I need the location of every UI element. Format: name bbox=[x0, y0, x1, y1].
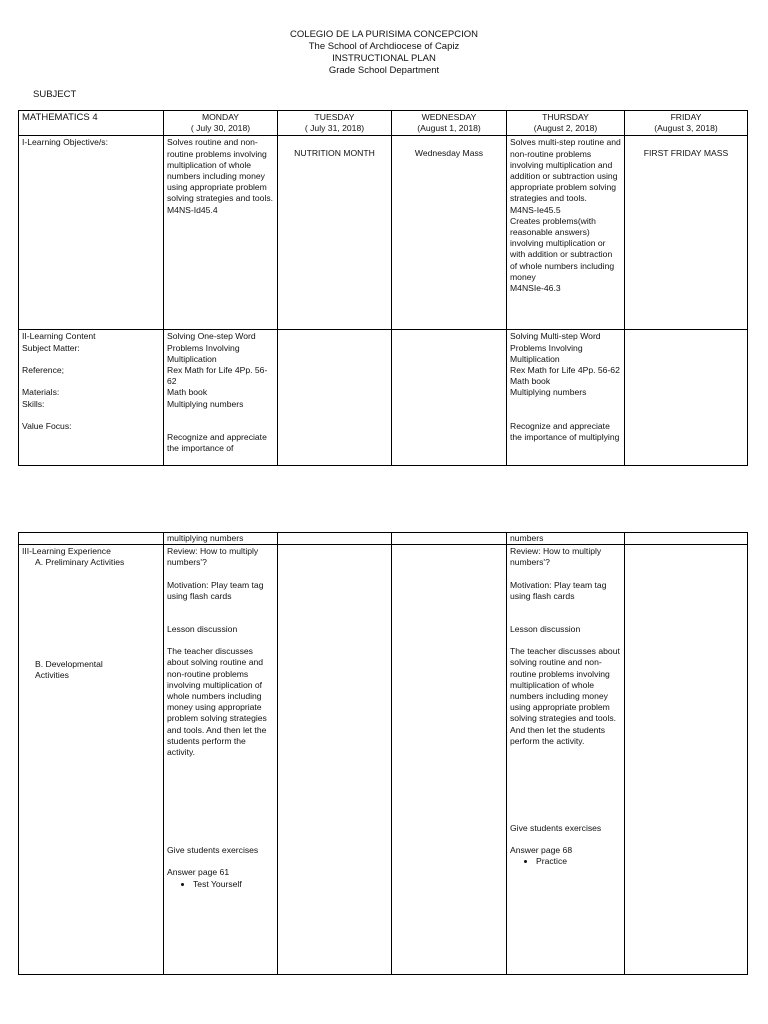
experience-friday bbox=[625, 545, 748, 975]
subject-label: SUBJECT bbox=[33, 89, 77, 100]
continuation-label bbox=[19, 533, 164, 545]
continuation-monday: multiplying numbers bbox=[164, 533, 278, 545]
day-date: (August 1, 2018) bbox=[417, 123, 481, 134]
day-header-tuesday bbox=[278, 111, 392, 136]
day-name: THURSDAY bbox=[542, 112, 589, 122]
motivation-text: Motivation: Play team tag using flash cards bbox=[510, 579, 607, 601]
table-row bbox=[19, 330, 748, 466]
plan-title: INSTRUCTIONAL PLAN bbox=[332, 53, 436, 64]
list-item: • Test Yourself bbox=[193, 879, 274, 890]
answer-list bbox=[167, 879, 274, 890]
table-row bbox=[19, 136, 748, 330]
table-row bbox=[19, 111, 748, 136]
day-date: ( July 31, 2018) bbox=[304, 123, 365, 134]
subject-cell bbox=[19, 111, 164, 136]
experience-label: III-Learning Experience bbox=[22, 546, 111, 557]
day-name: MONDAY bbox=[201, 112, 240, 122]
day-header-monday bbox=[164, 111, 278, 136]
content-thursday: Solving Multi-step Word Problems Involving Multiplication Rex Math for Life 4Pp. 56-62 Math book Multiplying numbers Recognize and appreciate the importance of multiplying bbox=[507, 330, 625, 466]
content-monday: Solving One-step Word Problems Involving Multiplication Rex Math for Life 4Pp. 56-62 Math book Multiplying numbers Recognize and appreciate the importance of bbox=[164, 330, 278, 466]
day-name: FRIDAY bbox=[670, 112, 702, 122]
day-name: WEDNESDAY bbox=[421, 112, 477, 122]
answer-text: Answer page 68 bbox=[510, 845, 573, 856]
review-text: Review: How to multiply numbers'? bbox=[167, 546, 259, 568]
experience-monday bbox=[164, 545, 278, 975]
exercise-text: Give students exercises bbox=[167, 845, 259, 856]
content-friday bbox=[625, 330, 748, 466]
day-name: TUESDAY bbox=[314, 112, 355, 122]
lesson-text: Lesson discussion bbox=[510, 624, 581, 635]
experience-tuesday bbox=[278, 545, 392, 975]
teacher-text: The teacher discusses about solving routine and non-routine problems involving multiplication of whole numbers including money using appropriate problem solving strategies and tools. And then let the students perform the activity. bbox=[510, 646, 620, 746]
preliminary-label: A. Preliminary Activities bbox=[35, 557, 125, 568]
table-row bbox=[19, 545, 748, 975]
continuation-tuesday bbox=[278, 533, 392, 545]
objectives-label: I-Learning Objective/s: bbox=[19, 136, 164, 330]
experience-wednesday bbox=[392, 545, 507, 975]
day-date: (August 3, 2018) bbox=[654, 123, 718, 134]
school-name: COLEGIO DE LA PURISIMA CONCEPCION bbox=[290, 29, 478, 40]
continuation-wednesday bbox=[392, 533, 507, 545]
day-header-wednesday bbox=[392, 111, 507, 136]
day-date: (August 2, 2018) bbox=[533, 123, 598, 134]
objectives-monday: Solves routine and non-routine problems involving multiplication of whole numbers including money using appropriate problem solving strategies and tools. M4NS-Id45.4 bbox=[164, 136, 278, 330]
lesson-text: Lesson discussion bbox=[167, 624, 238, 635]
answer-text: Answer page 61 bbox=[167, 867, 230, 878]
objectives-friday: FIRST FRIDAY MASS bbox=[625, 136, 748, 330]
instructional-plan-table-2 bbox=[18, 532, 748, 975]
review-text: Review: How to multiply numbers'? bbox=[510, 546, 602, 568]
answer-list bbox=[510, 856, 621, 867]
content-label: II-Learning Content Subject Matter: Reference; Materials: Skills: Value Focus: bbox=[19, 330, 164, 466]
table-row bbox=[19, 533, 748, 545]
day-header-friday bbox=[625, 111, 748, 136]
day-date: ( July 30, 2018) bbox=[190, 123, 251, 134]
experience-label-cell bbox=[19, 545, 164, 975]
continuation-thursday: numbers bbox=[507, 533, 625, 545]
developmental-label: B. Developmental Activities bbox=[35, 658, 103, 680]
day-header-thursday bbox=[507, 111, 625, 136]
archdiocese-line: The School of Archdiocese of Capiz bbox=[308, 41, 460, 52]
list-item: • Practice bbox=[536, 856, 621, 867]
motivation-text: Motivation: Play team tag using flash cards bbox=[167, 579, 264, 601]
content-tuesday bbox=[278, 330, 392, 466]
teacher-text: The teacher discusses about solving routine and non-routine problems involving multiplication of whole numbers including money using appropriate problem solving strategies and tools. And then let the students perform the activity. bbox=[167, 646, 267, 758]
exercise-text: Give students exercises bbox=[510, 823, 602, 834]
objectives-wednesday: Wednesday Mass bbox=[392, 136, 507, 330]
objectives-thursday: Solves multi-step routine and non-routine problems involving multiplication and addition or subtraction using appropriate problem solving strategies and tools. M4NS-Ie45.5 Creates problems(with reasonable answers) involving multiplication or with addition or subtraction of whole numbers including money M4NSIe-46.3 bbox=[507, 136, 625, 330]
continuation-friday bbox=[625, 533, 748, 545]
content-wednesday bbox=[392, 330, 507, 466]
subject-value: MATHEMATICS 4 bbox=[22, 112, 98, 123]
objectives-tuesday: NUTRITION MONTH bbox=[278, 136, 392, 330]
experience-thursday bbox=[507, 545, 625, 975]
instructional-plan-table-1 bbox=[18, 110, 748, 466]
department-line: Grade School Department bbox=[328, 65, 440, 76]
